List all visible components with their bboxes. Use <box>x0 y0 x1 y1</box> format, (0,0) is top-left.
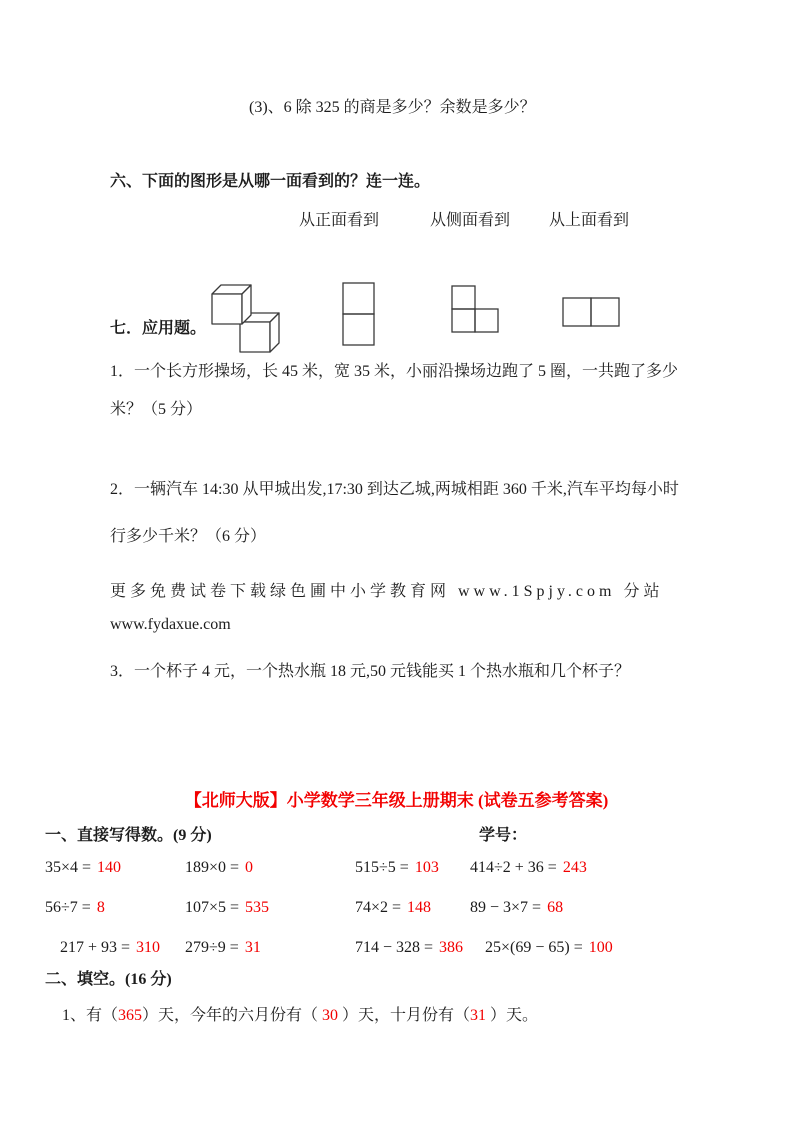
application-question-1: 1．一个长方形操场，长 45 米，宽 35 米，小丽沿操场边跑了 5 圈，一共跑了多少米？（5 分） <box>110 363 679 418</box>
calc-expression: 217 + 93 = <box>60 939 131 956</box>
view-label-top: 从上面看到 <box>549 212 630 229</box>
calc-item <box>355 848 470 888</box>
calc-item <box>470 928 751 968</box>
calc-expression: 279÷9 = <box>185 939 239 956</box>
promo-note-line1: 更多免费试卷下载绿色圃中小学教育网 www.1Spjy.com 分站 <box>110 583 664 600</box>
calc-answer: 68 <box>547 899 564 916</box>
calc-answer: 31 <box>244 939 261 956</box>
fill-answer: 365 <box>118 1007 143 1024</box>
cube-stack-figure <box>208 276 282 356</box>
calc-expression: 56÷7 = <box>45 899 91 916</box>
view-label-front: 从正面看到 <box>299 212 380 229</box>
application-question-2: 2．一辆汽车 14:30 从甲城出发,17:30 到达乙城,两城相距 360 千米,汽车平均每小时行多少千米？（6 分） <box>110 481 679 545</box>
calc-item <box>185 928 355 968</box>
calc-answer: 103 <box>414 859 439 876</box>
calc-answer: 535 <box>245 899 270 916</box>
calc-answer: 310 <box>136 939 161 956</box>
calc-answer: 8 <box>96 899 105 916</box>
calc-answer: 243 <box>562 859 587 876</box>
calc-expression: 515÷5 = <box>355 859 409 876</box>
quick-calc-grid <box>45 848 751 968</box>
answer-key-title: 【北师大版】小学数学三年级上册期末 (试卷五参考答案) <box>184 791 609 810</box>
front-view-figure <box>342 282 376 348</box>
calc-expression: 25×(69 − 65) = <box>485 939 583 956</box>
calc-item <box>45 848 185 888</box>
calc-answer: 140 <box>97 859 122 876</box>
side-view-figure <box>451 285 500 334</box>
student-id-label: 学号： <box>479 827 528 844</box>
calc-expression: 714 − 328 = <box>355 939 434 956</box>
calc-expression: 89 − 3×7 = <box>470 899 542 916</box>
calc-item <box>45 928 185 968</box>
section-1-heading: 一、直接写得数。(9 分) <box>45 827 212 844</box>
calc-item <box>355 888 470 928</box>
fill-blank-question-1 <box>62 1002 538 1025</box>
calc-expression: 189×0 = <box>185 859 240 876</box>
calc-item <box>185 848 355 888</box>
fill-answer: 30 <box>322 1007 339 1024</box>
calc-answer: 0 <box>245 859 254 876</box>
calc-item <box>355 928 470 968</box>
calc-expression: 414÷2 + 36 = <box>470 859 557 876</box>
fill-text: ）天，今年的六月份有（ <box>142 1007 323 1024</box>
calc-answer: 148 <box>407 899 432 916</box>
question-3-division: (3)、6 除 325 的商是多少？余数是多少？ <box>249 99 536 116</box>
top-view-figure <box>562 297 621 328</box>
calc-answer: 386 <box>439 939 464 956</box>
view-label-side: 从侧面看到 <box>430 212 511 229</box>
fill-text: ）天。 <box>486 1007 539 1024</box>
calc-expression: 74×2 = <box>355 899 402 916</box>
calc-item <box>470 848 751 888</box>
application-question-3: 3．一个杯子 4 元，一个热水瓶 18 元,50 元钱能买 1 个热水瓶和几个杯子？ <box>110 663 631 680</box>
calc-expression: 107×5 = <box>185 899 240 916</box>
calc-answer: 100 <box>588 939 613 956</box>
calc-item <box>185 888 355 928</box>
section-2-heading: 二、填空。(16 分) <box>45 971 172 988</box>
fill-text: ）天，十月份有（ <box>338 1007 471 1024</box>
calc-item <box>470 888 751 928</box>
section-7-heading: 七．应用题。 <box>110 320 207 337</box>
calc-item <box>45 888 185 928</box>
promo-note-line2: www.fydaxue.com <box>110 616 231 633</box>
fill-text: 1、有（ <box>62 1007 119 1024</box>
calc-expression: 35×4 = <box>45 859 92 876</box>
fill-answer: 31 <box>470 1007 487 1024</box>
section-6-heading: 六、下面的图形是从哪一面看到的？连一连。 <box>110 173 431 190</box>
